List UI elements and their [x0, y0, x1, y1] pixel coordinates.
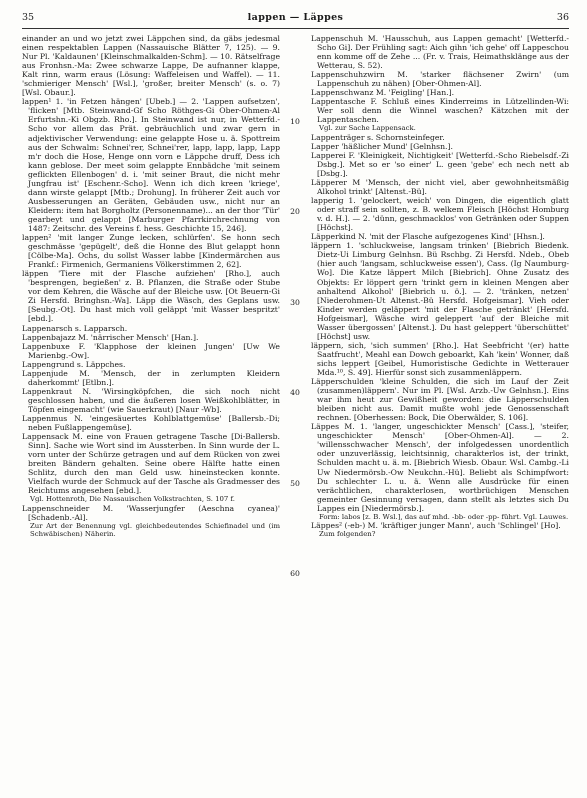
- dictionary-entry: läppen 'Tiere mit der Flasche aufziehen' [Rho.], auch 'besprengen, begießen' z. B. Pflanzen, die Straße oder Stube vor dem Kehren, die Wäsche auf der Bleiche usw. [Ot Beuern-Gi Zi Hersfd. Bringhsn.-Wa]. Läpp die Wäsch, des Geplans usw. [Seubg.-Ot]. Du hast mich voll geläppt 'mit Wasser bespritzt' [ebd.].: [22, 269, 280, 324]
- entry-note: Zur Art der Benennung vgl. gleichbedeutendes Schiefinadel und (im Schwäbischen) Näherin.: [30, 521, 280, 539]
- dictionary-entry: Lapperei F. 'Kleinigkeit, Nichtigkeit' [Wetterfd.-Scho Riebelsdf.-Zi Dsbg.]. Met so er 'so einer' L. geen 'gebe' ech nech nett ab [Dsbg.].: [311, 150, 569, 178]
- dictionary-entry: läppern 1. 'schluckweise, langsam trinken' [Biebrich Biedenk. Dietz-Ui Limburg Gelnhsn. Bü Rschbg. Zi Hersfd. Ndeb., Obeb (hier auch 'langsam, schluckweise essen'), Cass. (Ig Naumburg-Wo]. Die Katze läppert Milch [Biebrich]. Ohne Zusatz des Objekts: Er löppert gern 'trinkt gern in kleinen Mengen aber anhaltend Alkohol' [Biebrich u. ö.]. — 2. 'tränken, netzen' [Niederohmen-Ut Altenst.-Bü Hersfd. Hofgeismar]. Vieh oder Kinder werden geläppert 'mit der Flasche getränkt' [Hersfd. Hofgeismar], Wäsche wird geleppert 'auf der Bleiche mit Wasser übergossen' [Altenst.]. Du hast geleppert 'überschüttet' [Höchst] usw.: [311, 241, 569, 341]
- dictionary-entry: Lapper 'häßlicher Mund' [Gelnhsn.].: [311, 141, 453, 151]
- dictionary-entry: Lappenschuhzwirn M. 'starker flächsener Zwirn' (um Lappenschuh zu nähen) [Ober-Ohmen-Al].: [311, 70, 569, 89]
- dictionary-entry: lappen¹ 1. 'in Fetzen hängen' [Ubeb.] — 2. 'Lappen aufsetzen', 'flicken' [Mtb. Steinwand-Gf Scho Röthges-Gi Ober-Ohmen-Al Erfurtshn.-Ki Obgzb. Rho.]. In Steinwand ist nur, in Wetterfd.-Scho vor allem das Prät. gebräuchlich und zwar gern in adjektivischer Verwendung: eine gelappte Hose u. ä. Spottreim aus der Schwalm: Schnei'rer, Schnei'rer, lapp, lapp, lapp, Lapp m'r doch die Hose, Henge onn vorn e Läppche druff, Dess ich kann geblose. Der meet soim gelappte Ennbädche 'mit seinem geflickten Ellenbogen' d. i. 'mit seiner Braut, die nicht mehr Jungfrau ist' [Eschenr.-Scho]. Wenn ich dich kreen 'kriege', dann wirste gelappt [Mtb.; Drohung]. In früherer Zeit auch vor Ausbesserungen an Geräten, Gebäuden usw., nicht nur an Kleidern: item hat Borgholtz (Personenname)... an der thor 'Tür' gearbeyt und gelappt [Marburger Pfarrkirchrechnung von 1487: Zeitschr. des Vereins f. hess. Geschichte 15, 246].: [22, 97, 280, 233]
- right-column: [311, 34, 569, 779]
- line-number: 40: [290, 388, 300, 397]
- dictionary-entry: Lappenkraut N. 'Wirsingköpfchen, die sich noch nicht geschlossen haben, und die äußeren losen Weißkohlblätter, in Töpfen eingemacht' (wie Sauerkraut) [Naur -Wb].: [22, 386, 280, 414]
- dictionary-entry: Lappenträger s. Schornsteinfeger.: [311, 132, 445, 142]
- dictionary-entry: Läppes² (-eb-) M. 'kräftiger junger Mann', auch 'Schlingel' [Ho].: [311, 521, 561, 531]
- dictionary-entry: lapperig 1. 'gelockert, weich' von Dingen, die eigentlich glatt oder straff sein sollten, z. B. welkem Fleisch [Höchst Homburg v. d. H.]. — 2. 'dünn, geschmacklos' von Getränken oder Suppen [Höchst].: [311, 196, 569, 233]
- entry-note: Vgl. zur Sache Lappensack.: [319, 124, 416, 133]
- dictionary-entry: Lappenjude M. 'Mensch, der in zerlumpten Kleidern daherkommt' [Etlbn.].: [22, 368, 280, 387]
- dictionary-entry: Läpperer M 'Mensch, der nicht viel, aber gewohnheitsmäßig Alkohol trinkt' [Altenst.-Bü].: [311, 178, 569, 197]
- dictionary-entry: Läpperkind N. 'mit der Flasche aufgezogenes Kind' [Hhsn.].: [311, 232, 545, 242]
- dictionary-entry: Lappenmus N. 'eingesäuertes Kohlblattgemüse' [Ballersb.-Di; neben Fußlappengemüse].: [22, 413, 280, 433]
- line-number: 20: [290, 207, 300, 216]
- dictionary-entry: Lappenarsch s. Lapparsch.: [22, 323, 128, 333]
- right-page-number: 36: [556, 12, 569, 23]
- line-number: 60: [290, 569, 300, 578]
- dictionary-entry: Lappensack M. eine von Frauen getragene Tasche [Di-Ballersb. Sinn]. Sache wie Wort sind im Aussterben. In Sinn wurde der L. vorn unter der Schürze getragen und auf dem Rücken von zwei breiten Bändern gehalten. Seine obere Hälfte hatte einen Schlitz, durch den man Geld usw. hineinstecken konnte. Vielfach wurde der Schmuck auf der Tasche als Gradmesser des Reichtums angesehen [ebd.].: [22, 432, 280, 496]
- entry-continuation: einander an und wo jetzt zwei Läppchen sind, da gäbs jedesmal einen respektablen Lappen (Nassauische Blätter 7, 125). — 9. Nur Pl. 'Kaldaunen' [Kleinschmalkalden-Schm]. — 10. Rätselfrage aus Fronhsn.-Ma: Zwee schwarze Lappe, De aufnanner klappe, Kalt rinn, warm eraus (Lösung: Waffeleisen und Waffel). — 11. 'schmieriger Mensch' [Wsl.], 'großer, breiter Mensch' (s. o. 7) [Wsl. Obaur.].: [22, 34, 280, 98]
- line-number-gutter: [282, 34, 308, 779]
- left-page-number: 35: [22, 12, 35, 23]
- dictionary-entry: Lappenschuh M. 'Hausschuh, aus Lappen gemacht' [Wetterfd.-Scho Gi]. Der Frühling sagt: Aich gihn 'ich gehe' off Lappeschou enn komme off de Zehe ... (Fr. v. Trais, Heimathsklänge aus der Wetterau, S. 52).: [311, 34, 569, 71]
- running-title: lappen — Läppes: [247, 12, 344, 23]
- dictionary-entry: Lappenschwanz M. 'Feigling' [Han.].: [311, 88, 455, 98]
- dictionary-entry: Lappenschneider M. 'Wasserjungfer (Aeschna cyanea)' [Schadenb.-Al].: [22, 503, 280, 522]
- line-number: 10: [290, 116, 300, 126]
- dictionary-entry: Läppes M. 1. 'langer, ungeschickter Mensch' [Cass.], 'steifer, ungeschickter Mensch' [Ober-Ohmen-Al]. — 2. 'willensschwacher Mensch', der infolgedessen unordentlich oder unzuverlässig, leichtsinnig, charakterlos ist, der trinkt, Schulden macht u. ä. m. [Biebrich Wiesb. Obaur. Wsl. Cambg.-Li Uw Niedermörsb.-Ow Neukchn.-Hü]. Beliebt als Schimpfwort: Du schlechter L. u. ä. Wenn alle Ausdrücke für einen verächtlichen, charakterlosen, wortbrüchigen Menschen gemeinter Gesinnung versagen, dann stellt als letztes sich Du Lappes ein [Niedermörsb.].: [311, 422, 569, 513]
- header-rule: [22, 28, 569, 29]
- entry-note: Vgl. Hottenroth, Die Nassauischen Volkstrachten, S. 107 f.: [30, 495, 235, 504]
- dictionary-entry: Lappenbajazz M. 'närrischer Mensch' [Han.].: [22, 332, 199, 342]
- dictionary-entry: Lappentasche F. Schluß eines Kinderreims in Lützellinden-Wi: Wer soll denn die Winnel waschen? Kätzchen mit der Lappentaschen.: [311, 97, 569, 125]
- line-number: 30: [290, 297, 300, 307]
- page-header: [22, 12, 569, 26]
- dictionary-entry: Lappenbuxe F. 'Klapphose der kleinen Jungen' [Uw We Marienbg.-Ow].: [22, 341, 280, 360]
- dictionary-entry: Läpperschulden 'kleine Schulden, die sich im Lauf der Zeit (zusammen)läppern'. Nur im Pl. [Wsl. Arzb.-Uw Gelnhsn.]. Eins war ihm heut zur Gewißheit geworden: die Läpperschulden bleiben nicht aus. Damit mußte wohl jede Genossenschaft rechnen. [Oberhessen: Bock, Die Oberwälder, S. 106].: [311, 377, 569, 423]
- dictionary-entry: Lappengrund s. Läppches.: [22, 359, 126, 369]
- entry-note: Form: labos [z. B. Wsl.], das auf mhd. -bb- oder -pp- führt. Vgl. Lauwes.: [319, 512, 569, 521]
- line-number: 50: [290, 478, 300, 488]
- dictionary-entry: läppern, sich, 'sich summen' [Rho.]. Hat Seebfricht '(er) hatte Saatfrucht', Meahl ean Dowch geboarkt, Kah 'kein' Wonner, daß sichs leppert [Geibel, Humoristische Gedichte in Wetterauer Mda.¹⁰, S. 49]. Hierfür sonst sich zusammenläppern.: [311, 340, 569, 377]
- left-column: [22, 34, 280, 779]
- dictionary-entry: lappen² 'mit langer Zunge lecken, schlürfen'. Se honn sech geschmässe 'gepügelt', deß die Honne des Blut gelappt honn [Cölbe-Ma]. Ochs, du sollst Wasser labbe [Kindermärchen aus Frankf.: Firmenich, Germaniens Völkerstimmen 2, 62].: [22, 233, 280, 270]
- entry-note: Zum folgenden?: [319, 530, 376, 539]
